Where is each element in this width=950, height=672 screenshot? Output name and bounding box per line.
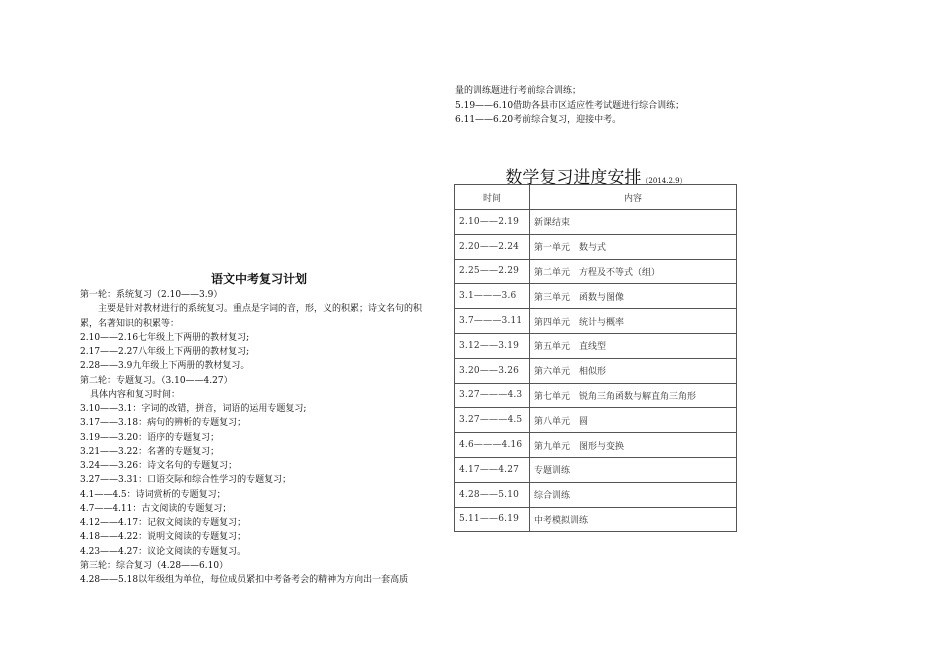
- row-time: 2.25——2.29: [455, 259, 530, 284]
- table-row: [455, 284, 737, 309]
- table-row: [455, 309, 737, 334]
- row-content: 第九单元 图形与变换: [530, 433, 737, 458]
- row-content: 综合训练: [530, 482, 737, 507]
- row-time: 5.11——6.19: [455, 507, 530, 532]
- plan-line: 3.27——3.31：口语交际和综合性学习的专题复习；: [80, 475, 292, 486]
- plan-line: 4.28——5.18以年级组为单位，每位成员紧扣中考备考会的精神为方向出一套高质: [80, 575, 409, 585]
- header-content: 内容: [530, 185, 737, 210]
- row-time: 2.10——2.19: [455, 210, 530, 235]
- continued-line: 5.19——6.10借助各县市区适应性考试题进行综合训练；: [455, 100, 685, 111]
- plan-line: 4.7——4.11：古文阅读的专题复习；: [80, 503, 232, 514]
- row-time: 4.28——5.10: [455, 482, 530, 507]
- table-row: [455, 433, 737, 458]
- table-row: [455, 234, 737, 259]
- plan-line: 2.28——3.9九年级上下两册的教材复习。: [80, 361, 250, 372]
- plan-line: 2.10——2.16七年级上下两册的教材复习;: [80, 332, 250, 343]
- plan-line: 3.10——3.1：字词的改错，拼音，词语的运用专题复习;: [80, 404, 307, 414]
- row-time: 3.27———4.5: [455, 408, 530, 433]
- table-row: [455, 333, 737, 358]
- continued-line: 量的训练题进行考前综合训练；: [455, 86, 582, 96]
- row-time: 3.1———3.6: [455, 284, 530, 309]
- math-title-text: 数学复习进度安排: [505, 168, 642, 188]
- table-header-row: [455, 185, 737, 210]
- row-content: 新课结束: [530, 210, 737, 235]
- table-row: [455, 408, 737, 433]
- chinese-plan-continued: [455, 84, 745, 128]
- table-row: [455, 457, 737, 482]
- table-row: [455, 259, 737, 284]
- row-time: 4.17——4.27: [455, 457, 530, 482]
- plan-line: 4.12——4.17：记叙文阅读的专题复习；: [80, 518, 247, 528]
- continued-line: 6.11——6.20考前综合复习，迎接中考。: [455, 115, 622, 125]
- row-time: 3.20——3.26: [455, 358, 530, 383]
- header-time: 时间: [455, 185, 530, 210]
- row-content: 第二单元 方程及不等式（组）: [530, 259, 737, 284]
- row-content: 第七单元 锐角三角函数与解直角三角形: [530, 383, 737, 408]
- row-content: 第一单元 数与式: [530, 234, 737, 259]
- row-content: 中考模拟训练: [530, 507, 737, 532]
- table-row: [455, 383, 737, 408]
- round-one-description: 主要是针对教材进行的系统复习。重点是字词的音，形，义的积累；诗文名句的积累，名著知识的积累等：: [80, 304, 423, 329]
- row-content: 第八单元 圆: [530, 408, 737, 433]
- row-content: 第六单元 相似形: [530, 358, 737, 383]
- row-content: 第五单元 直线型: [530, 333, 737, 358]
- row-time: 2.20——2.24: [455, 234, 530, 259]
- math-schedule-table: [454, 184, 737, 532]
- plan-line: 2.17——2.27八年级上下两册的教材复习;: [80, 347, 250, 357]
- round-two-heading: 第二轮：专题复习。（3.10——4.27）: [80, 375, 233, 386]
- chinese-plan-column: [80, 271, 430, 587]
- plan-line: 3.19——3.20：语序的专题复习；: [80, 432, 220, 443]
- plan-line: 4.1——4.5：诗词赏析的专题复习；: [80, 489, 226, 500]
- round-one-heading: 第一轮：系统复习（2.10——3.9）: [80, 290, 223, 300]
- row-content: 第三单元 函数与图像: [530, 284, 737, 309]
- table-row: [455, 507, 737, 532]
- plan-line: 4.23——4.27：议论文阅读的专题复习。: [80, 546, 247, 557]
- math-title-date: （2014.2.9）: [641, 177, 687, 185]
- chinese-plan-title: 语文中考复习计划: [210, 272, 307, 286]
- plan-line: 3.21——3.22：名著的专题复习；: [80, 446, 220, 457]
- plan-line: 3.24——3.26：诗文名句的专题复习；: [80, 461, 238, 471]
- row-time: 3.27———4.3: [455, 383, 530, 408]
- row-time: 3.7———3.11: [455, 309, 530, 334]
- plan-line: 4.18——4.22：说明文阅读的专题复习；: [80, 532, 247, 543]
- row-content: 第四单元 统计与概率: [530, 309, 737, 334]
- table-row: [455, 210, 737, 235]
- round-three-heading: 第三轮：综合复习（4.28——6.10）: [80, 560, 229, 571]
- round-two-subheading: 具体内容和复习时间：: [90, 389, 181, 400]
- table-row: [455, 358, 737, 383]
- table-row: [455, 482, 737, 507]
- plan-line: 3.17——3.18：病句的辨析的专题复习；: [80, 418, 247, 429]
- row-content: 专题训练: [530, 457, 737, 482]
- row-time: 4.6———4.16: [455, 433, 530, 458]
- row-time: 3.12——3.19: [455, 333, 530, 358]
